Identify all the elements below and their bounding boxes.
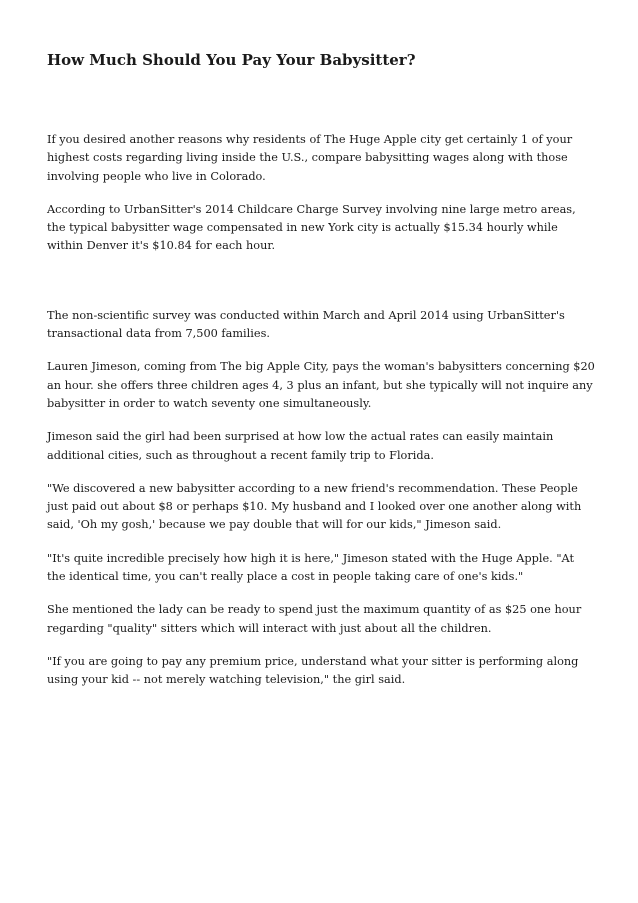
paragraph-7: "It's quite incredible precisely how high it is here," Jimeson stated with the Huge Apple. "At the identical time, you can't really place a cost in people taking care of one's kids.": [47, 551, 575, 584]
paragraph-9: "If you are going to pay any premium price, understand what your sitter is performing along using your kid -- not merely watching television," the girl said.: [47, 654, 579, 687]
document-body: [47, 131, 595, 705]
paragraph-4: Lauren Jimeson, coming from The big Apple City, pays the woman's babysitters concerning $20 an hour. she offers three children ages 4, 3 plus an infant, but she typically will not inquire any babysitter in order to watch seventy one simultaneously.: [47, 360, 595, 410]
paragraph-3: The non-scientific survey was conducted within March and April 2014 using UrbanSitter's transactional data from 7,500 families.: [47, 308, 565, 341]
paragraph-6: "We discovered a new babysitter according to a new friend's recommendation. These People just paid out about $8 or perhaps $10. My husband and I looked over one another along with said, 'Oh my gosh,' because we pay double that will for our kids," Jimeson said.: [47, 481, 582, 532]
document-title: How Much Should You Pay Your Babysitter?: [47, 51, 416, 69]
paragraph-1: If you desired another reasons why residents of The Huge Apple city get certainly 1 of your highest costs regarding living inside the U.S., compare babysitting wages along with those involving people who live in Colorado.: [47, 133, 573, 183]
paragraph-2: According to UrbanSitter's 2014 Childcare Charge Survey involving nine large metro areas, the typical babysitter wage compensated in new York city is actually $15.34 hourly while within Denver it's $10.84 for each hour.: [47, 202, 576, 253]
paragraph-5: Jimeson said the girl had been surprised at how low the actual rates can easily maintain additional cities, such as throughout a recent family trip to Florida.: [47, 430, 554, 462]
paragraph-8: She mentioned the lady can be ready to spend just the maximum quantity of as $25 one hour regarding "quality" sitters which will interact with just about all the children.: [47, 603, 582, 635]
